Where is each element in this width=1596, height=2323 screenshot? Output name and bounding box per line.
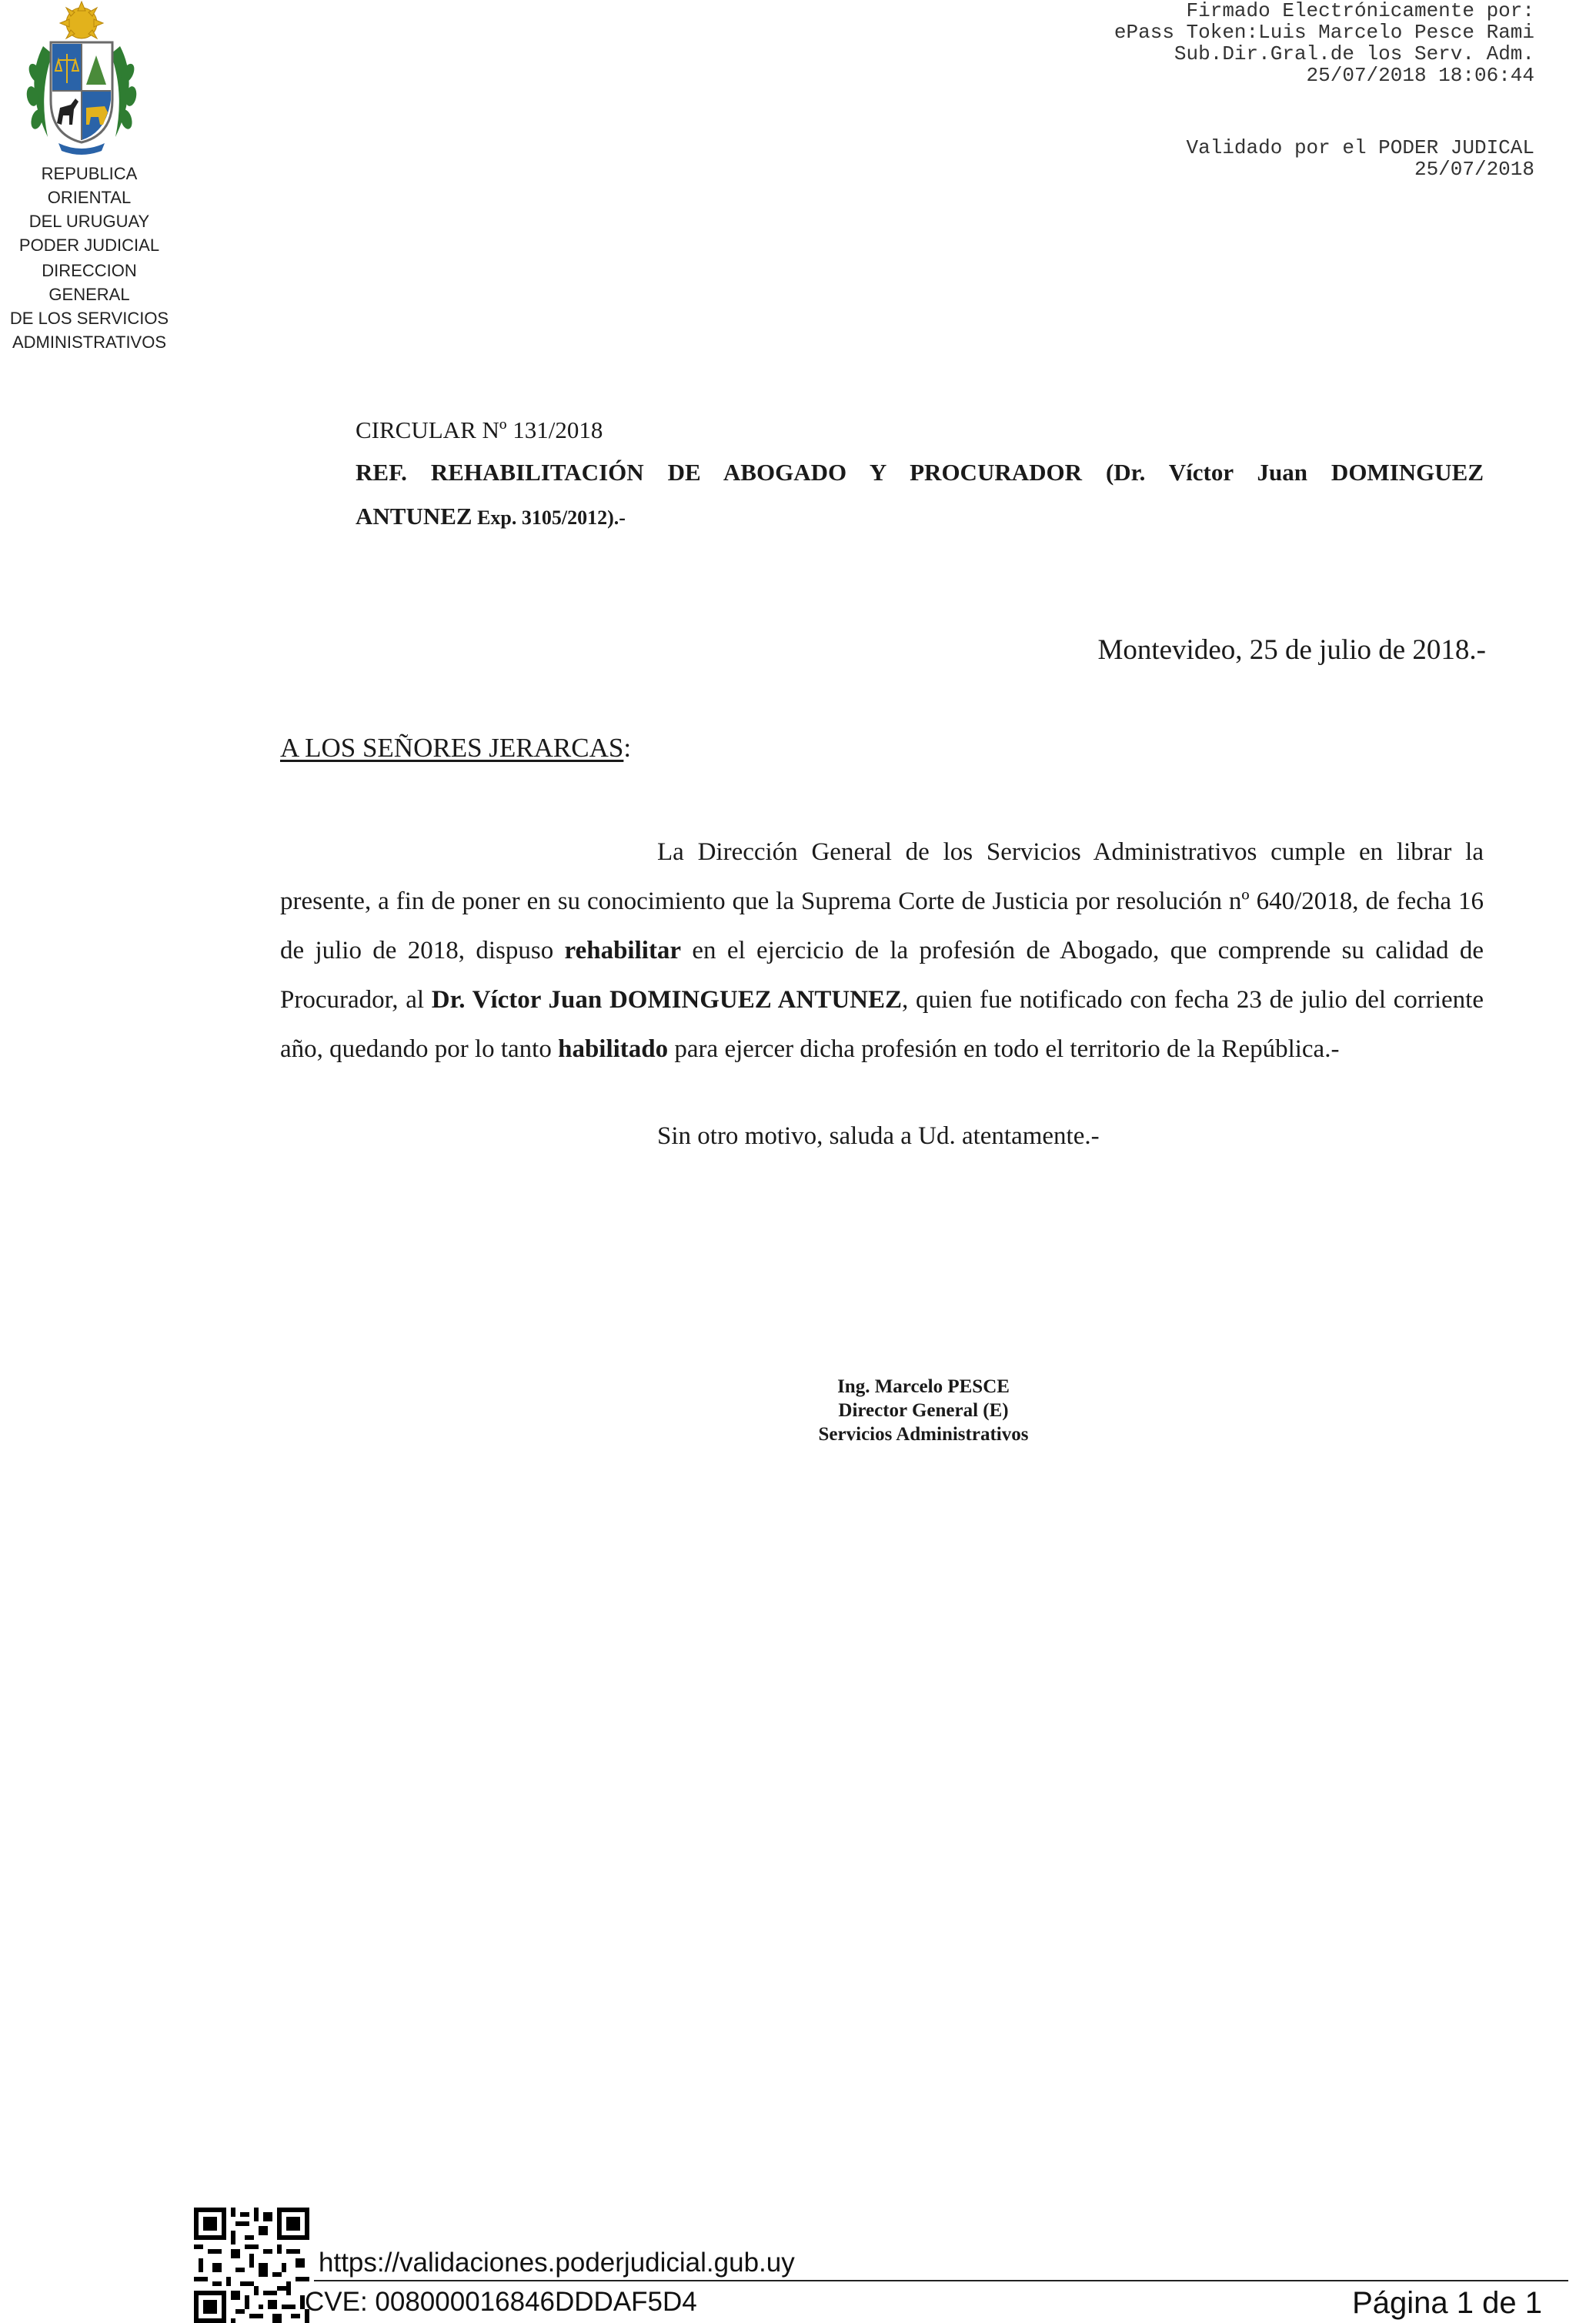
reference-expediente: Exp. 3105/2012).- — [472, 506, 626, 529]
signer-name: Ing. Marcelo PESCE — [837, 1376, 1010, 1397]
paragraph-text: La Dirección General de los Servicios Administrativos cumple en librar la presente, a fin de poner en su conocimiento que la Suprema Corte de Justicia por resolución nº 640/2018, de fecha 16 de julio de 2018, dispuso — [280, 838, 1484, 964]
department-line: DE LOS SERVICIOS — [9, 309, 169, 328]
page-number: Página 1 de 1 — [1352, 2286, 1542, 2320]
institution-line: REPUBLICA ORIENTAL — [41, 164, 138, 207]
reference-name: ANTUNEZ — [356, 503, 472, 530]
signer-title: Director General (E) — [838, 1400, 1009, 1421]
paragraph-text: , quien fue notificado con fecha 23 de julio del corriente año, quedando por lo tanto — [280, 986, 1484, 1063]
paragraph-bold-name: Dr. Víctor Juan DOMINGUEZ ANTUNEZ — [431, 986, 903, 1014]
validation-url[interactable]: https://validaciones.poderjudicial.gub.uy — [319, 2248, 795, 2278]
salutation-text: A LOS SEÑORES JERARCAS — [280, 733, 624, 763]
electronic-signature-stamp — [1114, 0, 1534, 86]
reference-line: REF. REHABILITACIÓN DE ABOGADO Y PROCURADOR (Dr. Víctor Juan DOMINGUEZ — [356, 459, 1484, 486]
validation-line: Validado por el PODER JUDICAL — [1186, 136, 1534, 159]
qr-code — [194, 2208, 309, 2323]
cve-code: CVE: 008000016846DDDAF5D4 — [305, 2287, 697, 2317]
signature-line: ePass Token:Luis Marcelo Pesce Rami — [1114, 21, 1534, 44]
paragraph-bold-rehabilitar: rehabilitar — [564, 937, 682, 964]
closing-line: Sin otro motivo, saluda a Ud. atentamente.- — [657, 1122, 1100, 1150]
paragraph-text: en el ejercicio de la profesión de Abogado, que comprende su calidad de Procurador, al — [280, 937, 1484, 1014]
institution-line: DEL URUGUAY — [28, 212, 150, 231]
paragraph-text: para ejercer dicha profesión en todo el territorio de la República.- — [668, 1035, 1340, 1063]
signature-line: Firmado Electrónicamente por: — [1186, 0, 1534, 22]
reference-line-continued — [356, 501, 626, 533]
paragraph-bold-habilitado: habilitado — [558, 1035, 669, 1063]
salutation-colon: : — [623, 733, 632, 763]
coat-of-arms-logo — [12, 0, 151, 157]
circular-number: CIRCULAR Nº 131/2018 — [356, 416, 603, 443]
validation-line: 25/07/2018 — [1414, 158, 1534, 181]
validation-stamp — [1187, 137, 1534, 180]
salutation — [280, 730, 631, 766]
footer-divider — [314, 2280, 1568, 2281]
signer-office: Servicios Administrativos — [818, 1424, 1029, 1445]
body-paragraph — [280, 827, 1484, 1074]
institution-line: PODER JUDICIAL — [18, 236, 160, 255]
department-name-block — [0, 259, 179, 354]
institution-name-block — [0, 162, 179, 257]
signature-line: 25/07/2018 18:06:44 — [1306, 64, 1534, 87]
department-line: ADMINISTRATIVOS — [12, 333, 167, 352]
place-date: Montevideo, 25 de julio de 2018.- — [1097, 634, 1486, 666]
department-line: DIRECCION GENERAL — [42, 261, 137, 304]
signature-line: Sub.Dir.Gral.de los Serv. Adm. — [1174, 42, 1534, 65]
